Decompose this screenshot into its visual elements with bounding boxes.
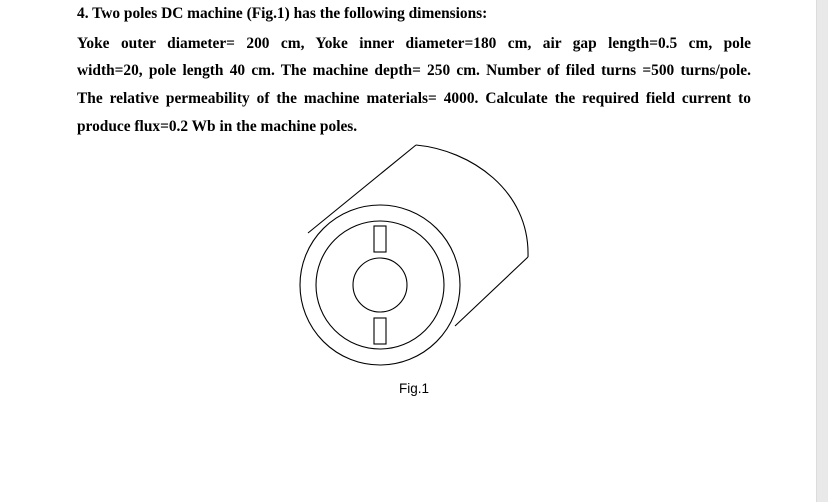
top-pole xyxy=(374,226,386,252)
yoke-outer-circle xyxy=(300,205,460,365)
cylinder-back-end xyxy=(416,145,528,257)
problem-title-line: 4. Two poles DC machine (Fig.1) has the following dimensions: xyxy=(77,5,488,22)
bottom-pole xyxy=(374,318,386,344)
problem-text-line-4: The relative permeability of the machine materials= 4000. Calculate the required field current to xyxy=(77,90,751,107)
problem-text-line-5: produce flux=0.2 Wb in the machine poles. xyxy=(77,118,358,135)
yoke-inner-circle xyxy=(316,221,444,349)
problem-text-line-3: width=20, pole length 40 cm. The machine depth= 250 cm. Number of filed turns =500 turns/pole. xyxy=(77,62,751,79)
rotor-circle xyxy=(353,258,407,312)
cylinder-top-edge xyxy=(308,145,416,233)
figure-caption: Fig.1 xyxy=(399,381,430,396)
problem-text-line-2: Yoke outer diameter= 200 cm, Yoke inner diameter=180 cm, air gap length=0.5 cm, pole xyxy=(77,35,751,52)
dc-machine-figure xyxy=(290,138,540,378)
page-edge-strip xyxy=(816,0,828,502)
cylinder-bottom-edge xyxy=(455,257,528,326)
